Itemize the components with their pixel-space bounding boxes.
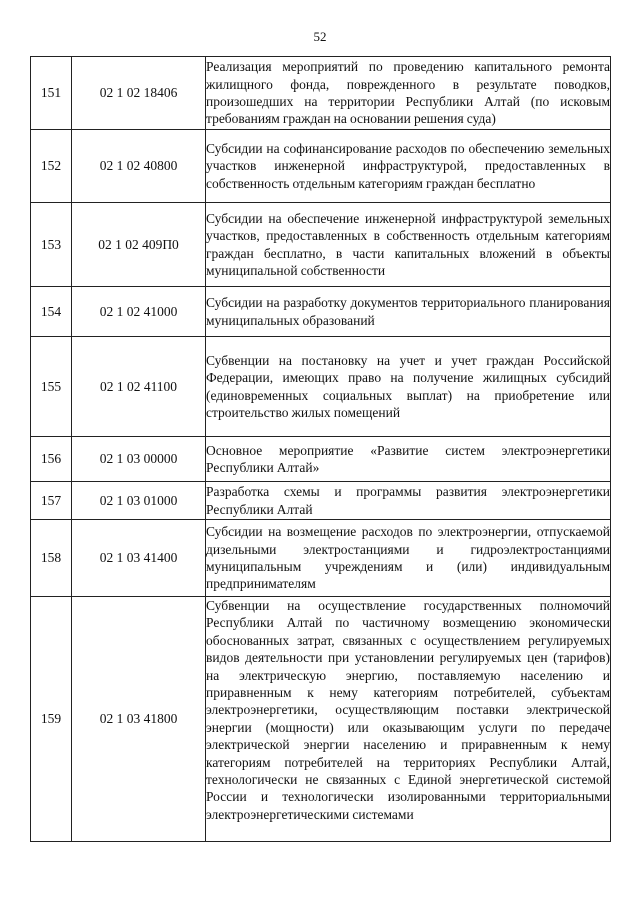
budget-code-cell: 02 1 02 18406: [72, 57, 206, 130]
description-cell: Субсидии на обеспечение инженерной инфраструктурой земельных участков, предоставленных в собственность отдельным категориям граждан бесплатно, в части капитальных вложений в объекты муниципальной собственности: [206, 203, 611, 287]
budget-code-cell: 02 1 02 41000: [72, 287, 206, 337]
row-number-cell: 155: [31, 337, 72, 437]
description-cell: Разработка схемы и программы развития электроэнергетики Республики Алтай: [206, 482, 611, 520]
table-row: [31, 597, 611, 842]
description-cell: Реализация мероприятий по проведению капитального ремонта жилищного фонда, поврежденного в результате поводков, произошедших на территории Республики Алтай (по исковым требованиям граждан на основании решения суда): [206, 57, 611, 130]
budget-code-cell: 02 1 03 00000: [72, 437, 206, 482]
budget-code-cell: 02 1 02 409П0: [72, 203, 206, 287]
description-cell: Субсидии на разработку документов территориального планирования муниципальных образований: [206, 287, 611, 337]
page-number: 52: [313, 29, 327, 44]
budget-code-cell: 02 1 02 41100: [72, 337, 206, 437]
budget-code-cell: 02 1 03 41800: [72, 597, 206, 842]
budget-code-cell: 02 1 03 41400: [72, 520, 206, 597]
table-row: [31, 57, 611, 130]
row-number-cell: 156: [31, 437, 72, 482]
description-cell: Субвенции на осуществление государственных полномочий Республики Алтай по частичному возмещению экономически обоснованных затрат, связанных с осуществлением регулируемых видов деятельности при установлении регулируемых цен (тарифов) на электрическую энергию, поставляемую населению и приравненным к нему категориям потребителей, субъектам электроэнергетики, осуществляющим поставки электрической энергии (мощности) или оказывающим услуги по передаче электрической энергии населению и приравненным к нему категориям потребителей на территориях Республики Алтай, технологически не связанных с Единой энергетической системой России и технологически изолированными территориальными электроэнергетическими системами: [206, 597, 611, 842]
description-cell: Субсидии на софинансирование расходов по обеспечению земельных участков инженерной инфраструктурой, предоставленных в собственность отдельным категориям граждан бесплатно: [206, 130, 611, 203]
description-cell: Основное мероприятие «Развитие систем электроэнергетики Республики Алтай»: [206, 437, 611, 482]
row-number-cell: 159: [31, 597, 72, 842]
description-cell: Субвенции на постановку на учет и учет граждан Российской Федерации, имеющих право на получение жилищных субсидий (единовременных социальных выплат) на приобретение или строительство жилых помещений: [206, 337, 611, 437]
table-row: [31, 130, 611, 203]
table-row: [31, 437, 611, 482]
budget-code-cell: 02 1 03 01000: [72, 482, 206, 520]
row-number-cell: 152: [31, 130, 72, 203]
table-row: [31, 482, 611, 520]
table-row: [31, 203, 611, 287]
budget-code-cell: 02 1 02 40800: [72, 130, 206, 203]
row-number-cell: 157: [31, 482, 72, 520]
table-row: [31, 287, 611, 337]
row-number-cell: 154: [31, 287, 72, 337]
row-number-cell: 158: [31, 520, 72, 597]
row-number-cell: 151: [31, 57, 72, 130]
description-cell: Субсидии на возмещение расходов по электроэнергии, отпускаемой дизельными электростанциями и гидроэлектростанциями муниципальным учреждениям и (или) индивидуальным предпринимателям: [206, 520, 611, 597]
table-row: [31, 520, 611, 597]
budget-classification-table: [30, 56, 611, 842]
row-number-cell: 153: [31, 203, 72, 287]
table-row: [31, 337, 611, 437]
